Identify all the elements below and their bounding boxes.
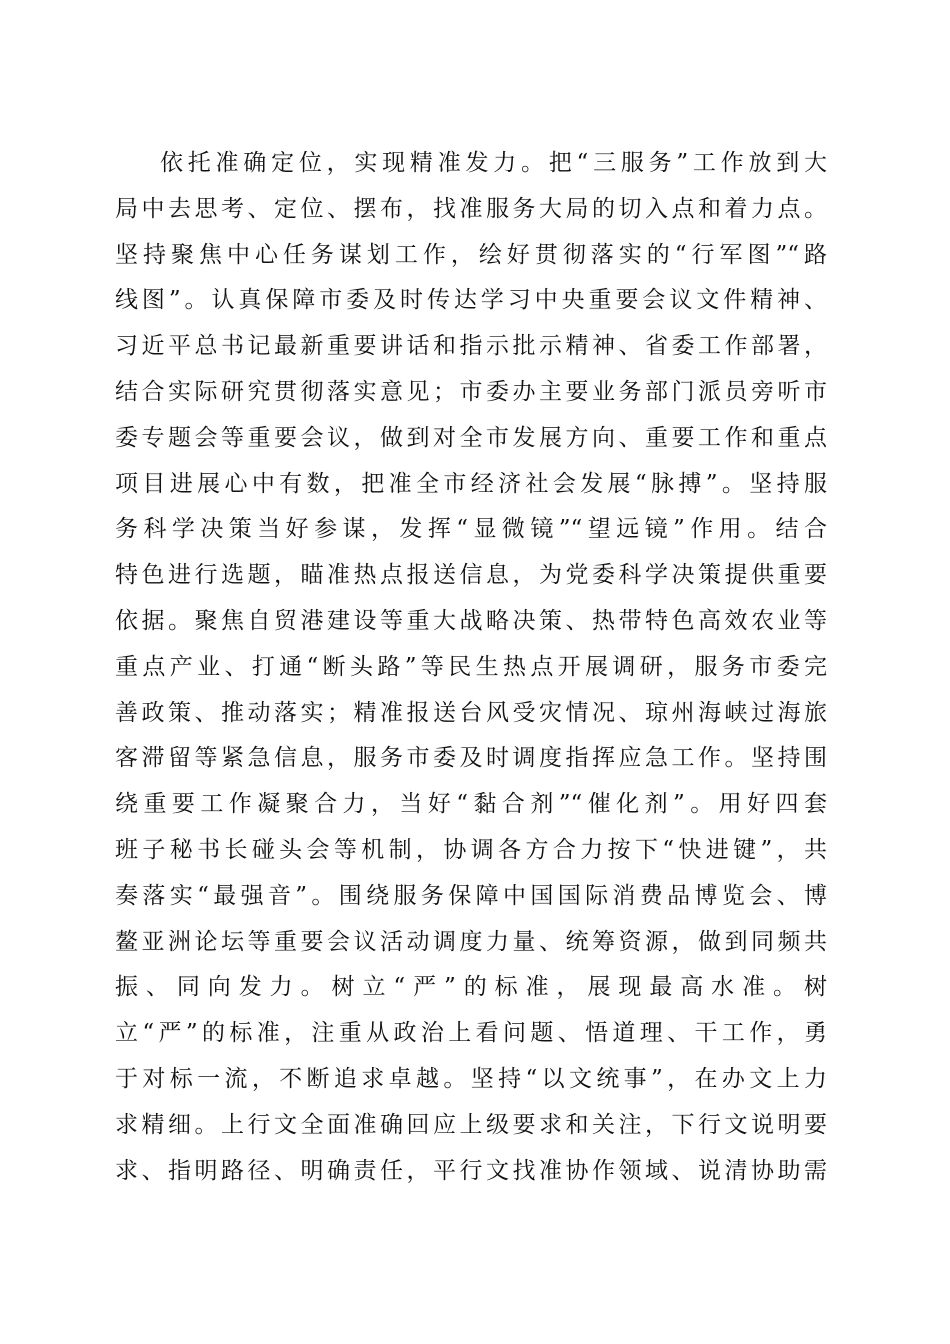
text-line: 重点产业、打通“断头路”等民生热点开展调研，服务市委完 [115, 653, 827, 680]
text-line: 局中去思考、定位、摆布，找准服务大局的切入点和着力点。 [115, 195, 827, 222]
text-line: 委专题会等重要会议，做到对全市发展方向、重要工作和重点 [115, 424, 827, 451]
text-line: 习近平总书记最新重要讲话和指示批示精神、省委工作部署， [115, 333, 827, 360]
text-line: 求精细。上行文全面准确回应上级要求和关注，下行文说明要 [115, 1111, 827, 1138]
text-line: 绕重要工作凝聚合力，当好“黏合剂”“催化剂”。用好四套 [115, 791, 827, 818]
text-line: 奏落实“最强音”。围绕服务保障中国国际消费品博览会、博 [115, 882, 827, 909]
text-line: 依托准确定位，实现精准发力。把“三服务”工作放到大 [160, 150, 827, 176]
text-line: 务科学决策当好参谋，发挥“显微镜”“望远镜”作用。结合 [115, 516, 827, 543]
text-line: 振、同向发力。树立“严”的标准，展现最高水准。树 [115, 974, 827, 1001]
text-line: 依据。聚焦自贸港建设等重大战略决策、热带特色高效农业等 [115, 607, 827, 634]
text-line: 于对标一流，不断追求卓越。坚持“以文统事”，在办文上力 [115, 1065, 827, 1092]
body-paragraph [115, 141, 827, 1194]
text-line: 项目进展心中有数，把准全市经济社会发展“脉搏”。坚持服 [115, 470, 827, 497]
text-line: 客滞留等紧急信息，服务市委及时调度指挥应急工作。坚持围 [115, 745, 827, 772]
text-line: 坚持聚焦中心任务谋划工作，绘好贯彻落实的“行军图”“路 [115, 241, 827, 268]
text-line: 线图”。认真保障市委及时传达学习中央重要会议文件精神、 [115, 287, 827, 314]
text-line: 求、指明路径、明确责任，平行文找准协作领域、说清协助需 [115, 1157, 827, 1184]
text-line: 特色进行选题，瞄准热点报送信息，为党委科学决策提供重要 [115, 562, 827, 589]
text-line: 立“严”的标准，注重从政治上看问题、悟道理、干工作，勇 [115, 1020, 827, 1047]
text-line: 结合实际研究贯彻落实意见；市委办主要业务部门派员旁听市 [115, 378, 827, 405]
text-line: 善政策、推动落实；精准报送台风受灾情况、琼州海峡过海旅 [115, 699, 827, 726]
text-line: 班子秘书长碰头会等机制，协调各方合力按下“快进键”，共 [115, 836, 827, 863]
text-line: 鳌亚洲论坛等重要会议活动调度力量、统筹资源，做到同频共 [115, 928, 827, 955]
